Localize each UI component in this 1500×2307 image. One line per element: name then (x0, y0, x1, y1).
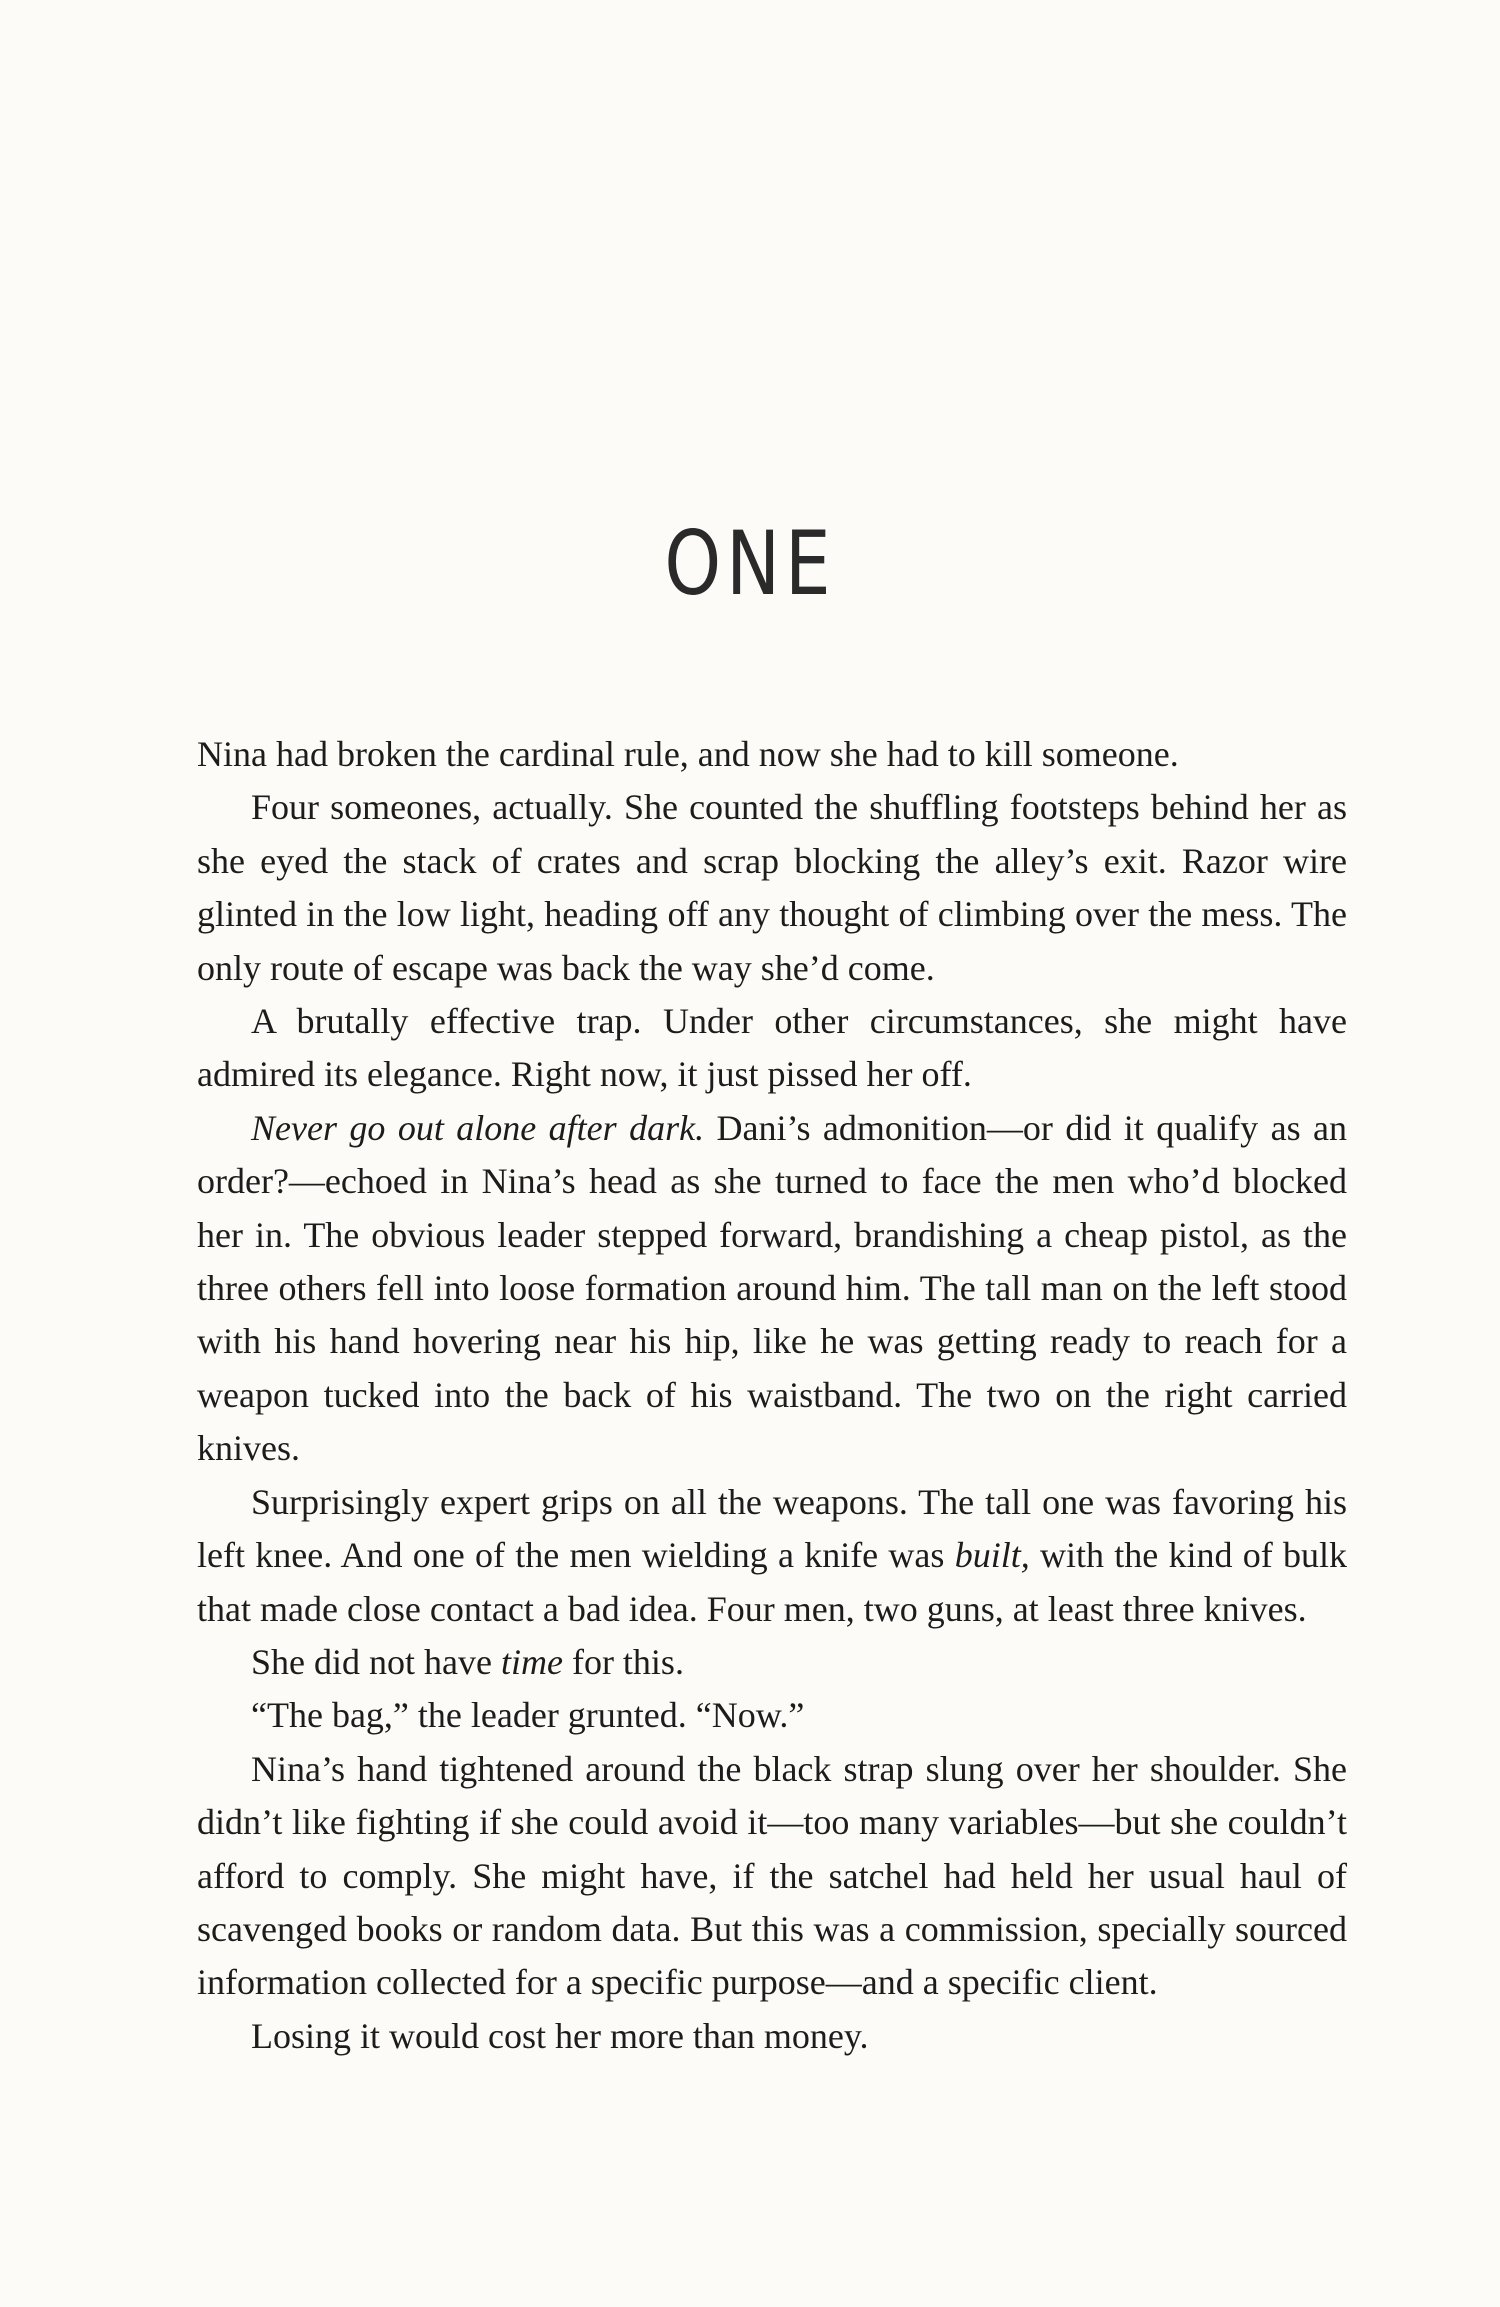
paragraph-5 (197, 1476, 1347, 1636)
paragraph-text: A brutally effective trap. Under other circumstances, she might have admired its elegance. Right now, it just pissed her off. (197, 1001, 1347, 1095)
italic-emphasis: built, (954, 1535, 1030, 1576)
paragraph-2 (197, 781, 1347, 995)
italic-emphasis: time (500, 1641, 563, 1682)
chapter-title: ONE (664, 512, 836, 615)
paragraph-4 (197, 1102, 1347, 1476)
paragraph-text: “The bag,” the leader grunted. “Now.” (251, 1695, 805, 1736)
paragraph-text: Nina had broken the cardinal rule, and now she had to kill someone. (197, 734, 1179, 774)
paragraph-text: Nina’s hand tightened around the black strap slung over her shoulder. She didn’t like fighting if she could avoid it—too many variables—but she couldn’t afford to comply. She might have, if the satchel had held her usual haul of scavenged books or random data. But this was a commission, specially sourced information collected for a specific purpose—and a specific client. (197, 1748, 1347, 2003)
paragraph-3 (197, 995, 1347, 1102)
body-text (197, 728, 1347, 2063)
italic-lead-text: Never go out alone after dark. (251, 1107, 705, 1148)
paragraph-text: Dani’s admonition—or did it qualify as an order?—echoed in Nina’s head as she turned to face the men who’d blocked her in. The obvious leader stepped forward, brandishing a cheap pistol, as the three others fell into loose formation around him. The tall man on the left stood with his hand hovering near his hip, like he was getting ready to reach for a weapon tucked into the back of his waistband. The two on the right carried knives. (197, 1107, 1347, 1469)
paragraph-text: She did not have (251, 1641, 501, 1682)
paragraph-1 (197, 728, 1347, 781)
paragraph-8 (197, 1743, 1347, 2010)
paragraph-text: for this. (562, 1641, 684, 1682)
paragraph-text: with the kind of bulk that made close contact a bad idea. Four men, two guns, at least three knives. (197, 1535, 1347, 1629)
paragraph-9 (197, 2010, 1347, 2063)
paragraph-text: Surprisingly expert grips on all the weapons. The tall one was favoring his left knee. And one of the men wielding a knife was (197, 1481, 1347, 1576)
paragraph-text: Losing it would cost her more than money. (251, 2015, 869, 2056)
paragraph-6 (197, 1636, 1347, 1689)
paragraph-7 (197, 1689, 1347, 1742)
paragraph-text: Four someones, actually. She counted the shuffling footsteps behind her as she eyed the stack of crates and scrap blocking the alley’s exit. Razor wire glinted in the low light, heading off any thought of climbing over the mess. The only route of escape was back the way she’d come. (197, 787, 1347, 988)
